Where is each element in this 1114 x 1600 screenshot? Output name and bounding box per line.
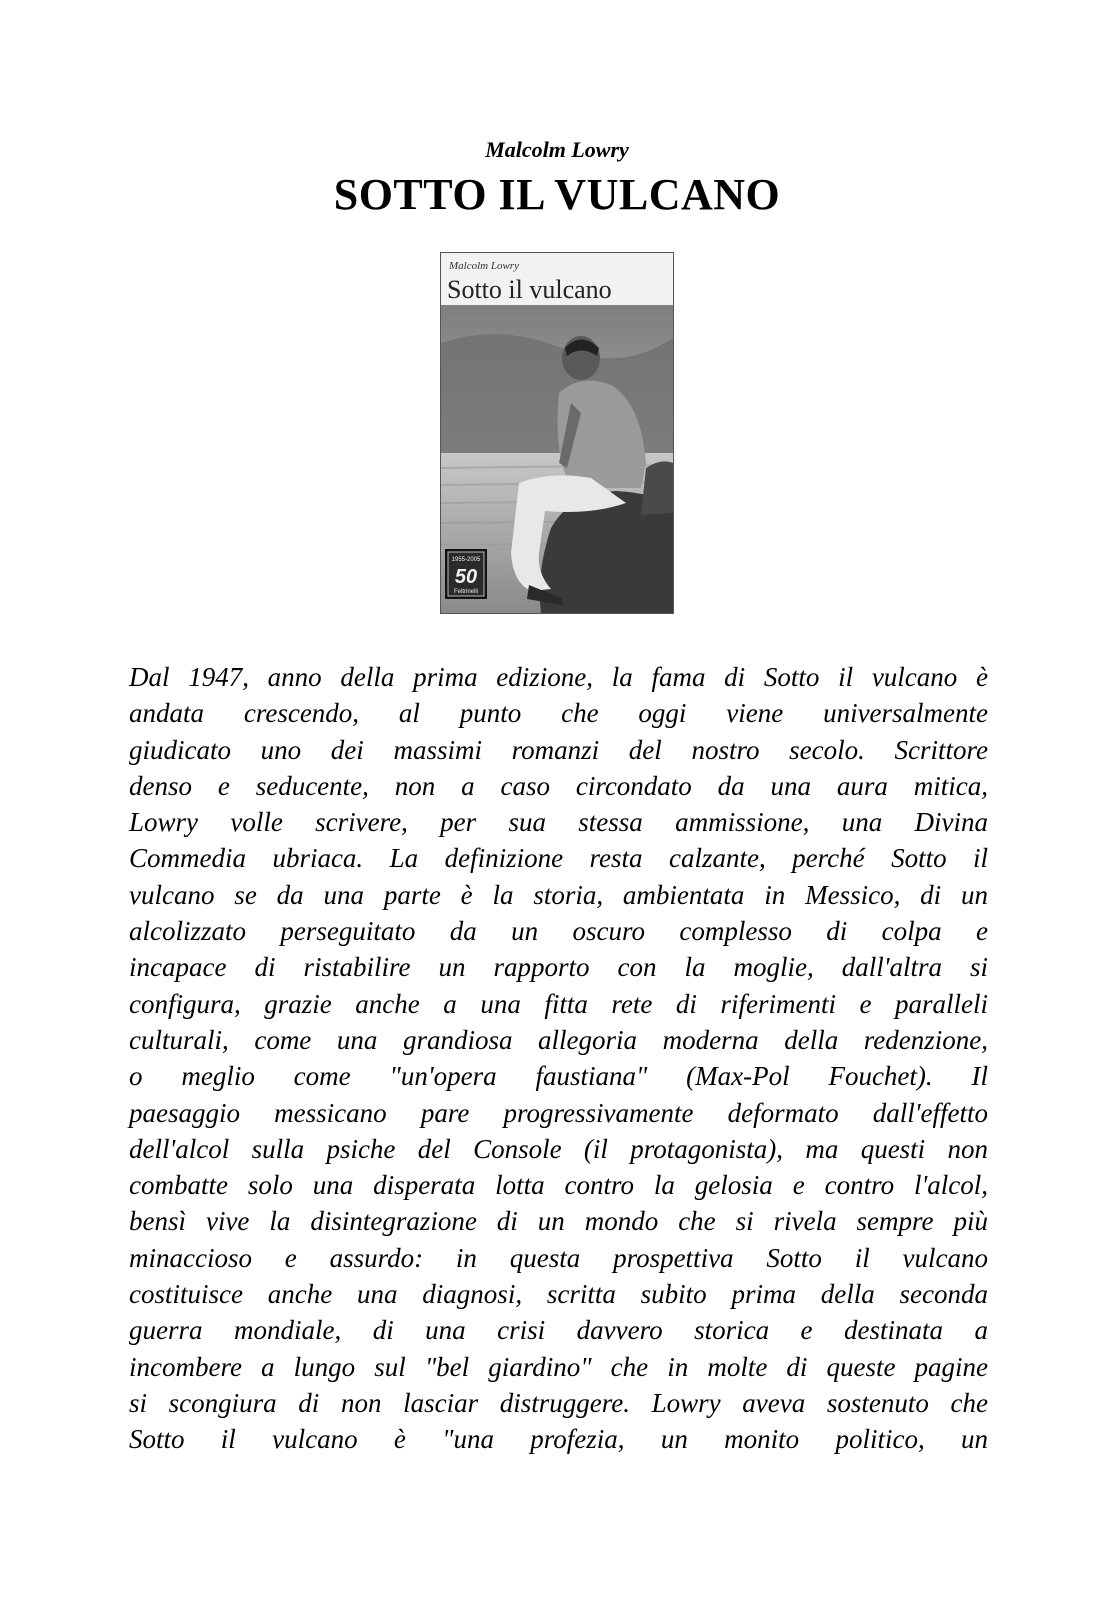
description-line: incombere a lungo sul "bel giardino" che in molte di queste pagine — [129, 1351, 989, 1382]
description-line: Dal 1947, anno della prima edizione, la fama di Sotto il vulcano è — [129, 662, 988, 692]
description-line: o meglio come "un'opera faustiana" (Max-Pol Fouchet). Il — [129, 1061, 989, 1092]
cover-badge-publisher: Feltrinelli — [453, 589, 479, 595]
description-line: costituisce anche una diagnosi, scritta subito prima della seconda — [129, 1279, 989, 1310]
cover-author: Malcolm Lowry — [449, 260, 519, 272]
description-line: bensì vive la disintegrazione di un mondo che si rivela sempre più — [129, 1206, 988, 1237]
author-name: Malcolm Lowry — [485, 137, 629, 162]
description-line: Lowry volle scrivere, per sua stessa ammissione, una Divina — [129, 807, 988, 838]
description-line: guerra mondiale, di una crisi davvero storica e destinata a — [129, 1315, 988, 1346]
description-line: configura, grazie anche a una fitta rete di riferimenti e paralleli — [129, 988, 988, 1019]
description-line: vulcano se da una parte è la storia, ambientata in Messico, di un — [129, 879, 989, 910]
description-line: andata crescendo, al punto che oggi viene universalmente — [129, 698, 989, 729]
book-description — [129, 659, 988, 1458]
cover-badge-number: 50 — [454, 566, 478, 588]
description-line: Commedia ubriaca. La definizione resta calzante, perché Sotto il — [129, 843, 989, 874]
description-line: minaccioso e assurdo: in questa prospettiva Sotto il vulcano — [129, 1242, 988, 1273]
book-cover-image — [440, 252, 674, 614]
book-title: SOTTO IL VULCANO — [333, 170, 781, 219]
description-line: combatte solo una disperata lotta contro la gelosia e contro l'alcol, — [129, 1170, 988, 1201]
description-line: denso e seducente, non a caso circondato da una aura mitica, — [129, 770, 988, 801]
description-line: dell'alcol sulla psiche del Console (il protagonista), ma questi non — [129, 1133, 989, 1164]
description-line: paesaggio messicano pare progressivamente deformato dall'effetto — [129, 1097, 989, 1128]
description-line: Sotto il vulcano è "una profezia, un monito politico, un — [129, 1424, 988, 1455]
description-line: alcolizzato perseguitato da un oscuro complesso di colpa e — [129, 916, 988, 947]
description-line: culturali, come una grandiosa allegoria moderna della redenzione, — [129, 1024, 988, 1055]
description-line: si scongiura di non lasciar distruggere. Lowry aveva sostenuto che — [129, 1387, 988, 1418]
description-line: incapace di ristabilire un rapporto con la moglie, dall'altra si — [129, 952, 988, 983]
cover-badge-years: 1955-2005 — [451, 557, 481, 563]
description-line: giudicato uno dei massimi romanzi del nostro secolo. Scrittore — [129, 734, 988, 765]
cover-title: Sotto il vulcano — [447, 275, 612, 304]
